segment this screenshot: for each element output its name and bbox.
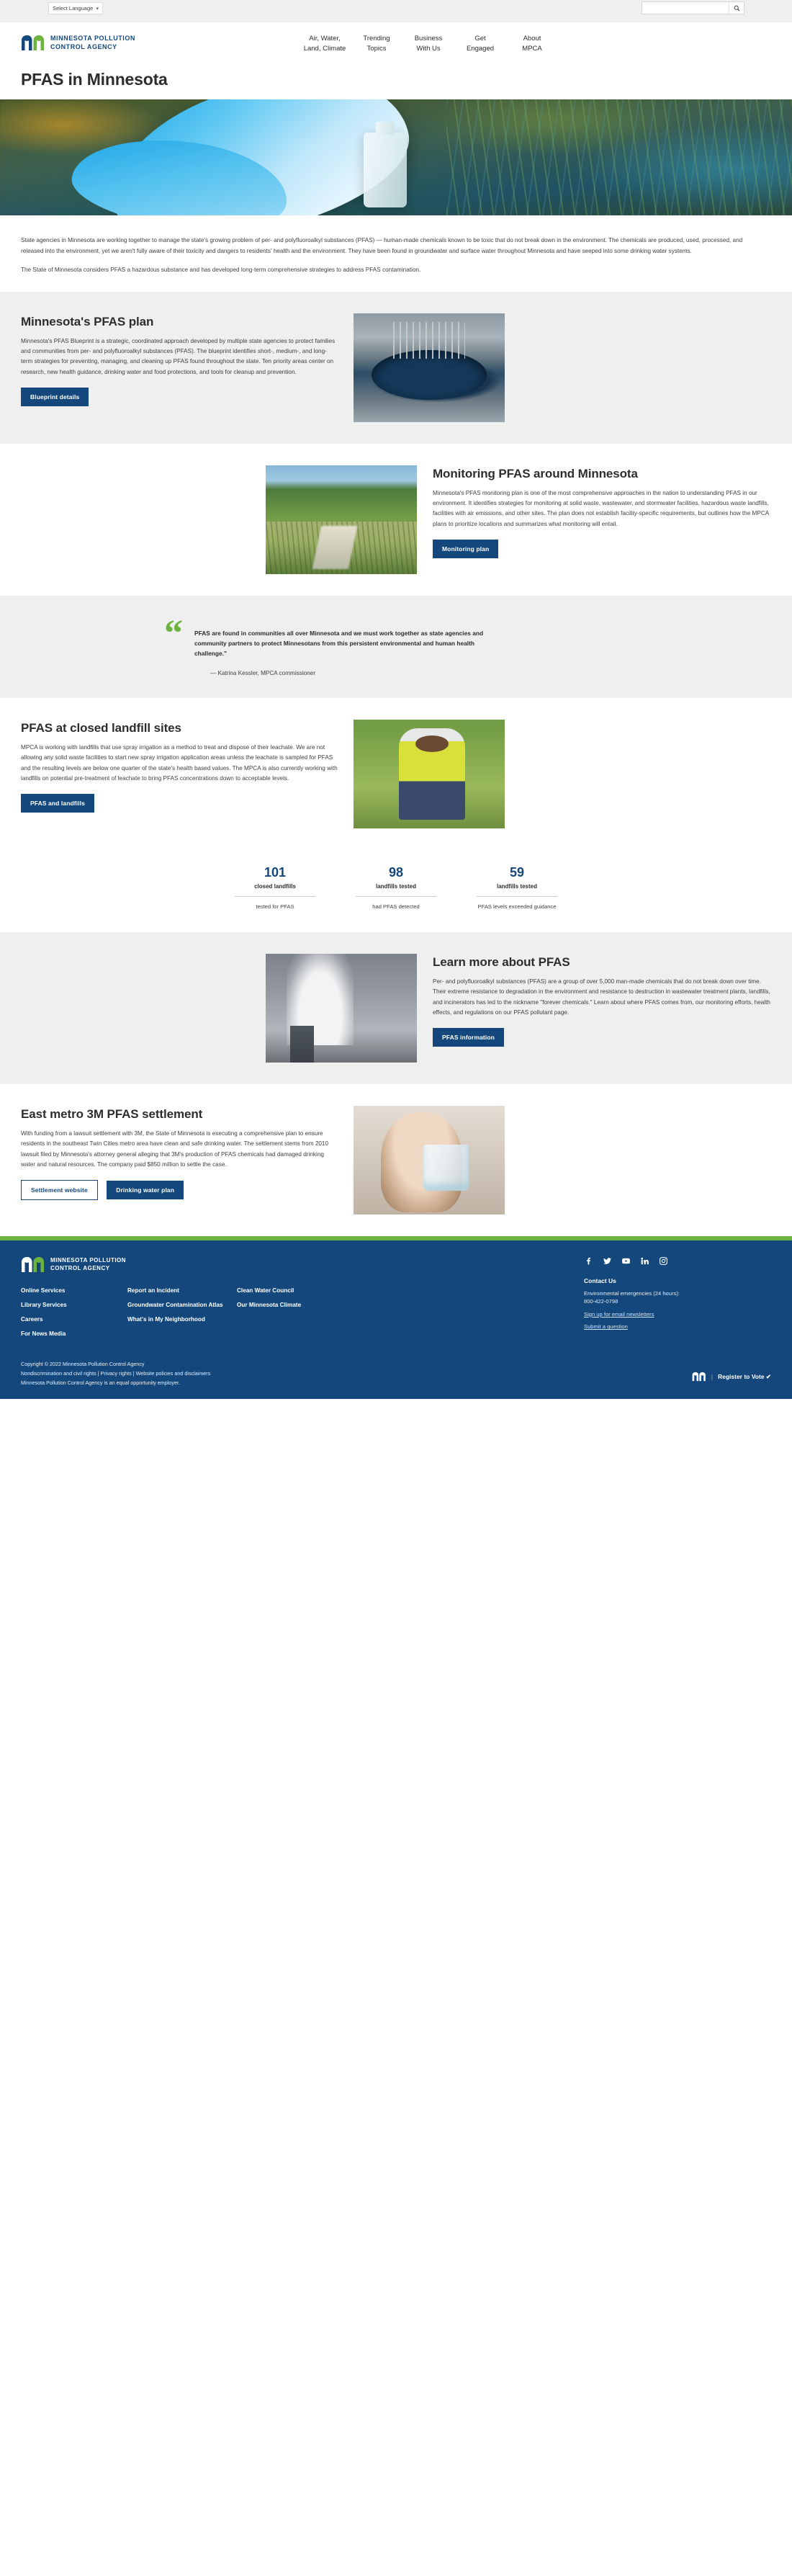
section-learn-more (0, 932, 792, 1084)
mpca-logo-icon (21, 1256, 45, 1273)
nav-item-air-water-land-climate[interactable] (299, 34, 351, 54)
intro-paragraph-2: The State of Minnesota considers PFAS a hazardous substance and has developed long-term comprehensive strategies to address PFAS contamination. (21, 267, 421, 274)
blueprint-details-button[interactable]: Blueprint details (21, 388, 89, 406)
separator: | (97, 1369, 101, 1377)
privacy-rights-link[interactable]: Privacy rights (100, 1369, 132, 1377)
section-monitoring (0, 444, 792, 596)
site-logo[interactable] (21, 35, 135, 52)
nav-label: Topics (366, 44, 387, 53)
stat-number: 101 (264, 864, 287, 880)
search-button[interactable] (729, 2, 744, 14)
quote-section (0, 596, 792, 698)
search-box (642, 1, 744, 14)
site-header (0, 22, 792, 64)
linkedin-icon[interactable] (640, 1256, 649, 1266)
hero-sample-bottle (364, 133, 407, 207)
stat-item (477, 866, 557, 911)
nav-label: With Us (416, 44, 441, 53)
nav-label: Engaged (466, 44, 495, 53)
stat-label: closed landfills (235, 883, 315, 897)
hero-reeds-decoration (446, 99, 792, 215)
monitoring-text (433, 465, 771, 558)
twitter-icon[interactable] (603, 1256, 612, 1266)
stat-label: landfills tested (477, 883, 557, 897)
footer-column-1 (21, 1287, 127, 1344)
footer-link-report-an-incident[interactable]: Report an Incident (127, 1287, 179, 1294)
footer-logo-line-1: MINNESOTA POLLUTION (50, 1256, 127, 1264)
monitoring-image (266, 465, 417, 574)
logo-line-2: CONTROL AGENCY (50, 43, 117, 50)
pfas-information-button[interactable]: PFAS information (433, 1028, 504, 1047)
section-settlement (0, 1084, 792, 1236)
stat-sublabel: tested for PFAS (256, 903, 294, 910)
learn-body: Per- and polyfluoroalkyl substances (PFAS) are a group of over 5,000 man-made chemicals that do not break down over time. Their extreme resistance to degradation in the environment and resistance to destruction in wastewater treatment plants, landfills, and incinerators has led to the nickname "forever chemicals." Learn about where PFAS comes from, our monitoring efforts, health effects, and regulations on our PFAS pollutant page. (433, 978, 770, 1016)
footer-link-library-services[interactable]: Library Services (21, 1301, 67, 1308)
language-select[interactable] (48, 2, 103, 14)
pfas-plan-image (354, 313, 505, 422)
footer-column-2 (127, 1287, 237, 1344)
quote-open-icon: “ (164, 612, 183, 654)
footer-link-careers[interactable]: Careers (21, 1315, 43, 1323)
nav-item-business-with-us[interactable] (402, 34, 454, 54)
hero-image (0, 99, 792, 215)
monitoring-plan-button[interactable]: Monitoring plan (433, 540, 498, 558)
section-landfill (0, 698, 792, 850)
register-to-vote-label: Register to Vote ✔ (717, 1372, 771, 1380)
section-learn-band (0, 932, 792, 1084)
newsletter-signup-link[interactable]: Sign up for email newsletters (584, 1310, 654, 1318)
logo-text (50, 35, 135, 52)
register-to-vote[interactable] (692, 1372, 771, 1382)
landfill-image (354, 720, 505, 828)
nav-label: About (523, 35, 541, 43)
quote-inner (164, 612, 503, 676)
stat-item (356, 866, 436, 911)
stat-number: 59 (509, 864, 525, 880)
footer-logo-text (50, 1257, 126, 1273)
nondiscrimination-link[interactable]: Nondiscrimination and civil rights (21, 1369, 96, 1377)
landfill-heading: PFAS at closed landfill sites (21, 720, 181, 735)
learn-text (433, 954, 771, 1047)
settlement-image (354, 1106, 505, 1215)
footer-logo-line-2: CONTROL AGENCY (50, 1264, 110, 1271)
nav-label: MPCA (522, 44, 542, 53)
page-title: PFAS in Minnesota (21, 70, 168, 89)
mpca-logo-icon (692, 1372, 706, 1382)
settlement-text (21, 1106, 338, 1200)
instagram-icon[interactable] (659, 1256, 668, 1266)
search-icon (734, 5, 740, 12)
monitoring-body: Minnesota's PFAS monitoring plan is one of the most comprehensive approaches in the nation to understanding PFAS in our environment. It identifies strategies for monitoring at solid waste, wastewater, and stormwater facilities, hazardous waste landfills, facilities with air emissions, and other sites. The plan does not establish facility-specific requirements, but outlines how the MPCA plans to prioritize locations and summarizes what monitoring will entail. (433, 489, 769, 527)
stat-item (235, 866, 315, 911)
pfas-plan-heading: Minnesota's PFAS plan (21, 314, 154, 328)
footer-contact-panel (584, 1256, 771, 1331)
footer-link-online-services[interactable]: Online Services (21, 1287, 66, 1294)
stat-sublabel: had PFAS detected (372, 903, 420, 910)
social-links (584, 1256, 771, 1266)
footer-link-whats-in-my-neighborhood[interactable]: What's in My Neighborhood (127, 1315, 205, 1323)
section-landfill-band (0, 698, 792, 932)
copyright-line-3: Minnesota Pollution Control Agency is an equal opportunity employer. (21, 1379, 180, 1386)
contact-emergency-line: Environmental emergencies (24 hours): (584, 1290, 680, 1297)
separator: | (132, 1369, 136, 1377)
site-footer (0, 1240, 792, 1399)
language-select-label: Select Language (53, 5, 94, 12)
stats-row (0, 850, 792, 932)
intro-paragraph-1: State agencies in Minnesota are working together to manage the state's growing problem of per- and polyfluoroalkyl substances (PFAS) — human-made chemicals known to be toxic that do not break down in the environment. The chemicals are produced, used, processed, and released into the environment, yet we aren't fully aware of their toxicity and dangers to residents' health and the environment. They have been found in groundwater and surface water throughout Minnesota and have seeped into some drinking water systems. (21, 237, 743, 255)
settlement-body: With funding from a lawsuit settlement with 3M, the State of Minnesota is executing a comprehensive plan to ensure residents in the southeast Twin Cities metro area have clean and safe drinking water. The settlement stems from 2010 lawsuit filed by Minnesota's attorney general alleging that 3M's production of PFAS chemicals had damaged drinking water and natural resources. The company paid $850 million to settle the case. (21, 1130, 329, 1168)
settlement-heading: East metro 3M PFAS settlement (21, 1107, 203, 1122)
footer-column-3 (237, 1287, 359, 1344)
main-navigation (299, 34, 558, 54)
stat-sublabel: PFAS levels exceeded guidance (477, 903, 557, 910)
drinking-water-plan-button[interactable]: Drinking water plan (107, 1181, 184, 1199)
submit-question-link[interactable]: Submit a question (584, 1323, 628, 1331)
utility-bar (0, 0, 792, 22)
website-policies-link[interactable]: Website policies and disclaimers (135, 1369, 211, 1377)
youtube-icon[interactable] (621, 1256, 631, 1266)
facebook-icon[interactable] (584, 1256, 593, 1266)
footer-link-our-minnesota-climate[interactable]: Our Minnesota Climate (237, 1301, 302, 1308)
nav-label: Get (474, 35, 486, 43)
footer-link-clean-water-council[interactable]: Clean Water Council (237, 1287, 294, 1294)
stat-label: landfills tested (356, 883, 436, 897)
landfill-body: MPCA is working with landfills that use spray irrigation as a method to treat and dispose of their leachate. We are not allowing any solid waste facilities to start new spray irrigation application areas unless the leachate is sampled for PFAS and the resulting levels are below one quarter of the state's health based values. The MPCA is also currently working with landfills on potential pre-treatment of leachate to bring PFAS concentrations down to acceptable levels. (21, 743, 338, 782)
learn-heading: Learn more about PFAS (433, 955, 570, 970)
section-monitoring-band (0, 444, 792, 596)
monitoring-heading: Monitoring PFAS around Minnesota (433, 466, 638, 480)
mpca-logo-icon (21, 35, 45, 51)
nav-item-trending-topics[interactable] (351, 34, 402, 54)
intro-section (0, 215, 792, 292)
pfas-and-landfills-button[interactable]: PFAS and landfills (21, 794, 94, 813)
quote-text: PFAS are found in communities all over Minnesota and we must work together as state agencies and community partners to protect Minnesotans from this persistent environmental and human health challenge." (194, 629, 484, 657)
nav-item-get-engaged[interactable] (454, 34, 506, 54)
section-pfas-plan (0, 292, 792, 444)
section-pfas-plan-band (0, 292, 792, 444)
pfas-plan-body: Minnesota's PFAS Blueprint is a strategic, coordinated approach developed by multiple state agencies to protect families and communities from per- and polyfluoroalkyl substances (PFAS). The blueprint identifies short-, medium-, and long-term strategies for preventing, managing, and cleaning up PFAS found throughout the state. Ten priority areas center on research, new health guidance, drinking water and food protections, and tools for cleanup and prevention. (21, 337, 336, 375)
nav-label: Trending (363, 35, 390, 43)
nav-label: Business (414, 35, 443, 43)
landfill-text (21, 720, 338, 813)
quote-attribution: — Katrina Kessler, MPCA commissioner (210, 669, 316, 676)
copyright-line-2 (21, 1369, 771, 1379)
footer-link-groundwater-contamination-atlas[interactable]: Groundwater Contamination Atlas (127, 1301, 223, 1308)
contact-title: Contact Us (584, 1277, 616, 1285)
section-settlement-band (0, 1084, 792, 1236)
search-input[interactable] (642, 2, 729, 14)
logo-line-1: MINNESOTA POLLUTION (50, 35, 135, 42)
settlement-website-button[interactable]: Settlement website (21, 1180, 98, 1200)
chevron-down-icon: ▾ (96, 6, 99, 12)
quote-body (194, 620, 503, 676)
learn-image (266, 954, 417, 1063)
copyright-line-1: Copyright © 2022 Minnesota Pollution Control Agency (21, 1361, 145, 1368)
nav-item-about-mpca[interactable] (506, 34, 558, 54)
footer-link-for-news-media[interactable]: For News Media (21, 1330, 66, 1337)
contact-phone: 800-422-0798 (584, 1298, 618, 1305)
nav-label: Air, Water, (309, 35, 341, 43)
copyright-block (21, 1360, 771, 1387)
stat-number: 98 (388, 864, 404, 880)
nav-label: Land, Climate (303, 44, 346, 53)
register-divider: | (711, 1373, 713, 1381)
page-title-wrap (0, 64, 792, 99)
pfas-plan-text (21, 313, 338, 406)
